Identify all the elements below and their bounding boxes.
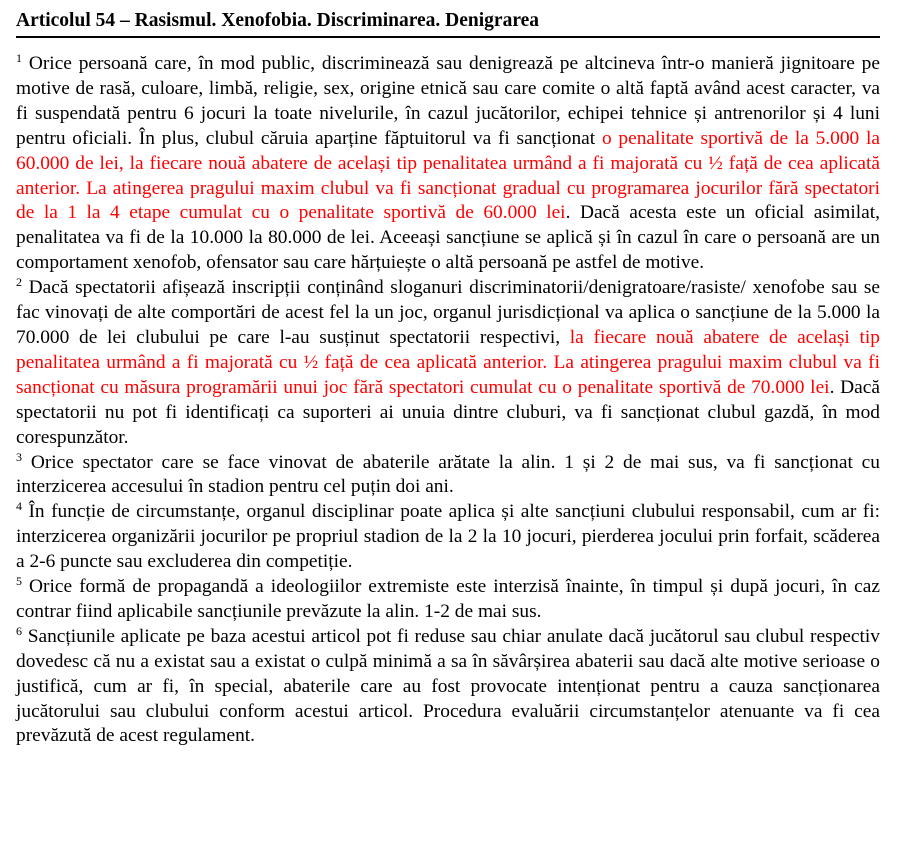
paragraph-text: Orice spectator care se face vinovat de abaterile arătate la alin. 1 și 2 de mai sus, va fi sancționat cu interzicerea accesului în stadion pentru cel puțin doi ani. [16,451,880,498]
paragraph-text: . Dacă acesta este un oficial asimilat, penalitatea va fi de la 10.000 la 80.000 de lei. Aceeași sancțiune se aplică și în cazul în care o persoană are un comportament xenofob, ofensator sau care hărțuiește o altă persoană pe astfel de motive. [16,202,880,274]
paragraph-number: 6 [16,623,22,638]
paragraph-number: 2 [16,275,22,290]
paragraph-number: 3 [16,449,22,464]
document-page [16,8,880,749]
paragraph-3 [16,451,880,501]
highlighted-text: la fiecare nouă abatere de același tip penalitatea urmând a fi majorată cu ½ față de cea aplicată anterior. La atingerea pragului maxim clubul va fi sancționat cu măsura programării unui joc fără spectatori cumulat cu o penalitate sportivă de 70.000 lei [16,326,881,398]
paragraph-2 [16,276,880,450]
paragraph-4 [16,500,880,575]
paragraph-text: Orice formă de propagandă a ideologiilor extremiste este interzisă înainte, în timpul și după jocuri, în caz contrar fiind aplicabile sancțiunile prevăzute la alin. 1-2 de mai sus. [16,576,880,622]
paragraph-number: 5 [16,574,22,589]
article-title: Articolul 54 – Rasismul. Xenofobia. Discriminarea. Denigrarea [16,8,880,38]
paragraph-text: Orice persoană care, în mod public, discriminează sau denigrează pe altcineva într-o manieră jignitoare pe motive de rasă, culoare, limbă, religie, sex, origine etnică sau care comite o altă faptă având acest caracter, va fi suspendată pentru 6 jocuri la toate nivelurile, în cazul jucătorilor, echipei tehnice și antrenorilor și 4 luni pentru oficiali. În plus, clubul căruia aparține făptuitorul va fi sancționat [16,53,880,149]
highlighted-text: o penalitate sportivă de la 5.000 la 60.000 de lei, la fiecare nouă abatere de același tip penalitatea urmând a fi majorată cu ½ față de cea aplicată anterior. La atingerea pragului maxim clubul va fi sancționat gradual cu programarea jocurilor fără spectatori de la 1 la 4 etape cumulat cu o penalitate sportivă de 60.000 lei [16,127,881,224]
paragraph-number: 1 [16,51,22,65]
paragraph-5 [16,575,880,625]
paragraph-number: 4 [16,499,22,514]
paragraph-text: În funcție de circumstanțe, organul disciplinar poate aplica și alte sancțiuni clubului responsabil, cum ar fi: interzicerea organizării jocurilor pe propriul stadion de la 2 la 10 jocuri, pierderea jocului prin forfait, scăderea a 2-6 puncte sau excluderea din competiție. [16,501,880,573]
paragraph-1 [16,52,880,276]
paragraph-text: . Dacă spectatorii nu pot fi identificați ca suporteri ai unuia dintre cluburi, va fi sancționat clubul gazdă, în mod corespunzător. [16,376,880,448]
paragraph-text: Dacă spectatorii afișează inscripții conținând sloganuri discriminatorii/denigratoare/rasiste/ xenofobe sau se fac vinovați de alte comportări de acest fel la un joc, organul jurisdicțional va aplica o sancțiune de la 5.000 la 70.000 de lei clubului pe care l-au susținut spectatorii respectivi, [16,277,880,348]
paragraph-text: Sancțiunile aplicate pe baza acestui articol pot fi reduse sau chiar anulate dacă jucătorul sau clubul respectiv dovedesc că nu a existat sau a existat o culpă minimă a sa în săvârșirea abaterii sau dacă alte motive serioase o justifică, cum ar fi, în special, abaterile care au fost provocate intenționat pentru a cauza sancționarea jucătorului sau clubului conform acestui articol. Procedura evaluării circumstanțelor atenuante va fi cea prevăzută de acest regulament. [16,625,880,747]
paragraph-6 [16,625,880,750]
